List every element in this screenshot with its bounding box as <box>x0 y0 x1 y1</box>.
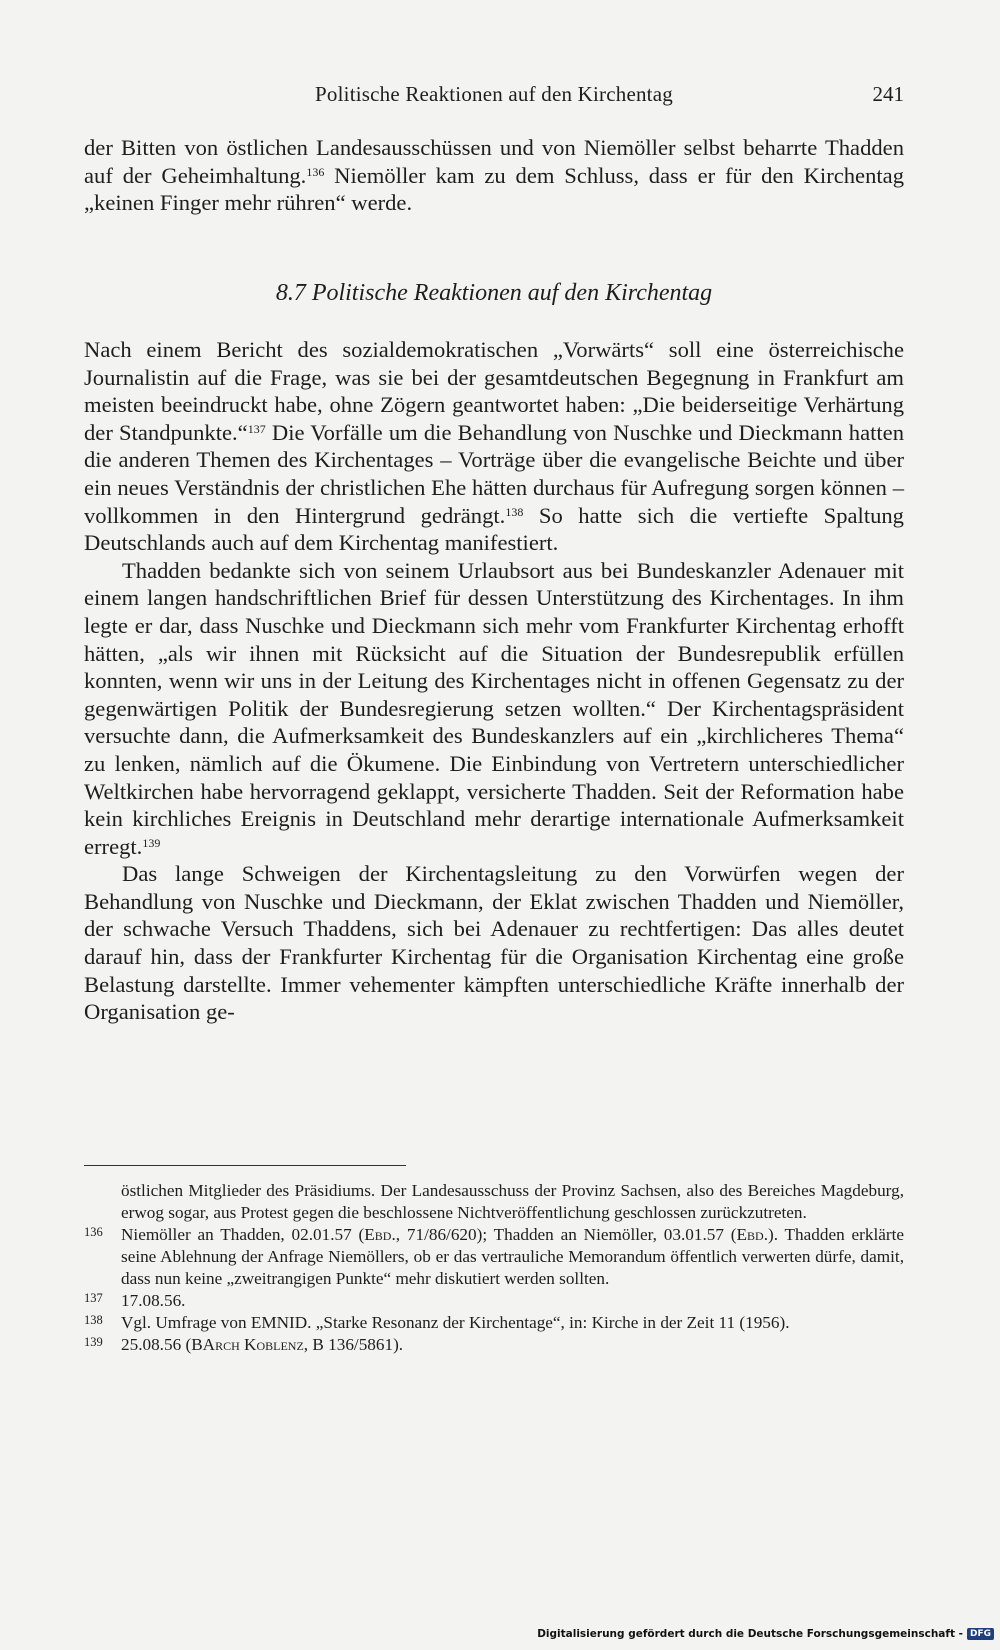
running-header <box>84 82 904 112</box>
footnote-divider <box>84 1165 406 1166</box>
footnote-number-137: 137 <box>84 1291 103 1305</box>
paragraph-3: Das lange Schweigen der Kirchentagsleitung zu den Vorwürfen wegen der Behandlung von Nuschke und Dieckmann, der Eklat zwischen Thadden und Niemöller, der schwache Versuch Thaddens, sich bei Adenauer zu rechtfertigen: Das alles deutet darauf hin, dass der Frankfurter Kirchentag für die Organisation Kirchentag eine große Belastung darstellte. Immer vehementer kämpften unterschiedliche Kräfte innerhalb der Organisation ge- <box>84 861 904 1025</box>
intro-paragraph <box>84 134 904 217</box>
main-text <box>84 336 904 1026</box>
page-number: 241 <box>872 82 904 106</box>
footnote-ref-138[interactable]: 138 <box>505 504 524 519</box>
dfg-logo: DFG <box>967 1628 994 1640</box>
footnote-ref-137[interactable]: 137 <box>247 421 266 436</box>
footnote-136-text-b: , 71/86/620); Thadden an Niemöller, 03.01.57 ( <box>395 1225 737 1244</box>
paragraph-2 <box>84 557 904 861</box>
paragraph-1-text-c: So hatte sich die vertiefte Spaltung Deutschlands auch auf dem Kirchentag manifestiert. <box>84 502 904 556</box>
paragraph-1-text-a: Nach einem Bericht des sozialdemokratischen „Vorwärts“ soll eine österreichische Journalistin auf die Frage, was sie bei der gesamtdeutschen Begegnung in Frankfurt am meisten beeindruckt habe, ohne Zögern geantwortet haben: „Die beiderseitige Verhärtung der Standpunkte.“ <box>84 337 904 445</box>
section-heading: 8.7 Politische Reaktionen auf den Kirchentag <box>275 280 713 306</box>
running-title: Politische Reaktionen auf den Kirchentag <box>315 82 673 106</box>
digitization-credit <box>537 1626 994 1642</box>
footnote-number-139: 139 <box>84 1335 103 1349</box>
footnote-number-136: 136 <box>84 1225 103 1239</box>
footnote-continuation <box>84 1180 904 1224</box>
footnote-139 <box>84 1334 904 1356</box>
intro-text: der Bitten von östlichen Landesausschüssen und von Niemöller selbst beharrte Thadden auf der Geheimhaltung. <box>84 135 904 188</box>
footnote-136-text-c: ). Thadden erklärte seine Ablehnung der Anfrage Niemöllers, ob er das vertrauliche Memorandum öffentlich verwerten dürfe, damit, dass nun keine „zweitrangigen Punkte“ mehr diskutiert werden sollten. <box>121 1225 905 1288</box>
footnote-137-text: 17.08.56. <box>121 1291 186 1310</box>
footnote-ref-136[interactable]: 136 <box>306 164 325 179</box>
intro-text-cont: Niemöller kam zu dem Schluss, dass er für den Kirchentag „keinen Finger mehr rühren“ werde. <box>84 162 904 216</box>
footnote-136-text-a: Niemöller an Thadden, 02.01.57 ( <box>121 1225 365 1244</box>
paragraph-1-text-b: Die Vorfälle um die Behandlung von Nuschke und Dieckmann hatten die anderen Themen des Kirchentages – Vorträge über die evangelische Beichte und über ein neues Verständnis der christlichen Ehe hätten durchaus für Aufregung sorgen können – vollkommen in den Hintergrund gedrängt. <box>84 419 904 528</box>
paragraph-2-text: Thadden bedankte sich von seinem Urlaubsort aus bei Bundeskanzler Adenauer mit einem langen handschriftlichen Brief für dessen Unterstützung des Kirchentages. In ihm legte er dar, dass Nuschke und Dieckmann sich mehr vom Frankfurter Kirchentag erhofft hätten, „als wir ihnen mit Rücksicht auf die Situation der Bundesrepublik erfüllen konnten, wenn wir uns in der Leitung des Kirchentages nicht in offenen Gegensatz zu der gegenwärtigen Politik der Bundesregierung setzen wollten.“ Der Kirchentagspräsident versuchte dann, die Aufmerksamkeit des Bundeskanzlers auf ein „kirchlicheres Thema“ zu lenken, nämlich auf die Ökumene. Die Einbindung von Vertretern unterschiedlicher Weltkirchen habe hervorragend geklappt, versicherte Thadden. Seit der Reformation habe kein kirchliches Ereignis in Deutschland mehr derartige internationale Aufmerksamkeit erregt. <box>84 557 904 859</box>
footnote-number-138: 138 <box>84 1313 103 1327</box>
footnote-139-text-b: , B 136/5861). <box>303 1335 404 1354</box>
footnotes <box>84 1180 904 1356</box>
footnote-136 <box>84 1224 904 1290</box>
footnote-continuation-text: östlichen Mitglieder des Präsidiums. Der Landesausschuss der Provinz Sachsen, also des Bereiches Magdeburg, erwog sogar, aus Protest gegen die beschlossene Nichtveröffentlichung geschlossen zurückzutreten. <box>121 1181 904 1222</box>
footnote-138-text: Vgl. Umfrage von EMNID. „Starke Resonanz der Kirchentage“, in: Kirche in der Zeit 11 (1956). <box>121 1313 790 1332</box>
footnote-136-ebd-1: Ebd. <box>364 1225 396 1244</box>
footnote-139-archive: BArch Koblenz <box>191 1335 304 1354</box>
footnote-ref-139[interactable]: 139 <box>142 835 161 850</box>
footnote-137 <box>84 1290 904 1312</box>
footnote-139-text-a: 25.08.56 ( <box>121 1335 192 1354</box>
footnote-138 <box>84 1312 904 1334</box>
paragraph-1 <box>84 336 904 557</box>
credit-text: Digitalisierung gefördert durch die Deutsche Forschungsgemeinschaft - <box>537 1628 963 1640</box>
footnote-136-ebd-2: Ebd. <box>736 1225 768 1244</box>
